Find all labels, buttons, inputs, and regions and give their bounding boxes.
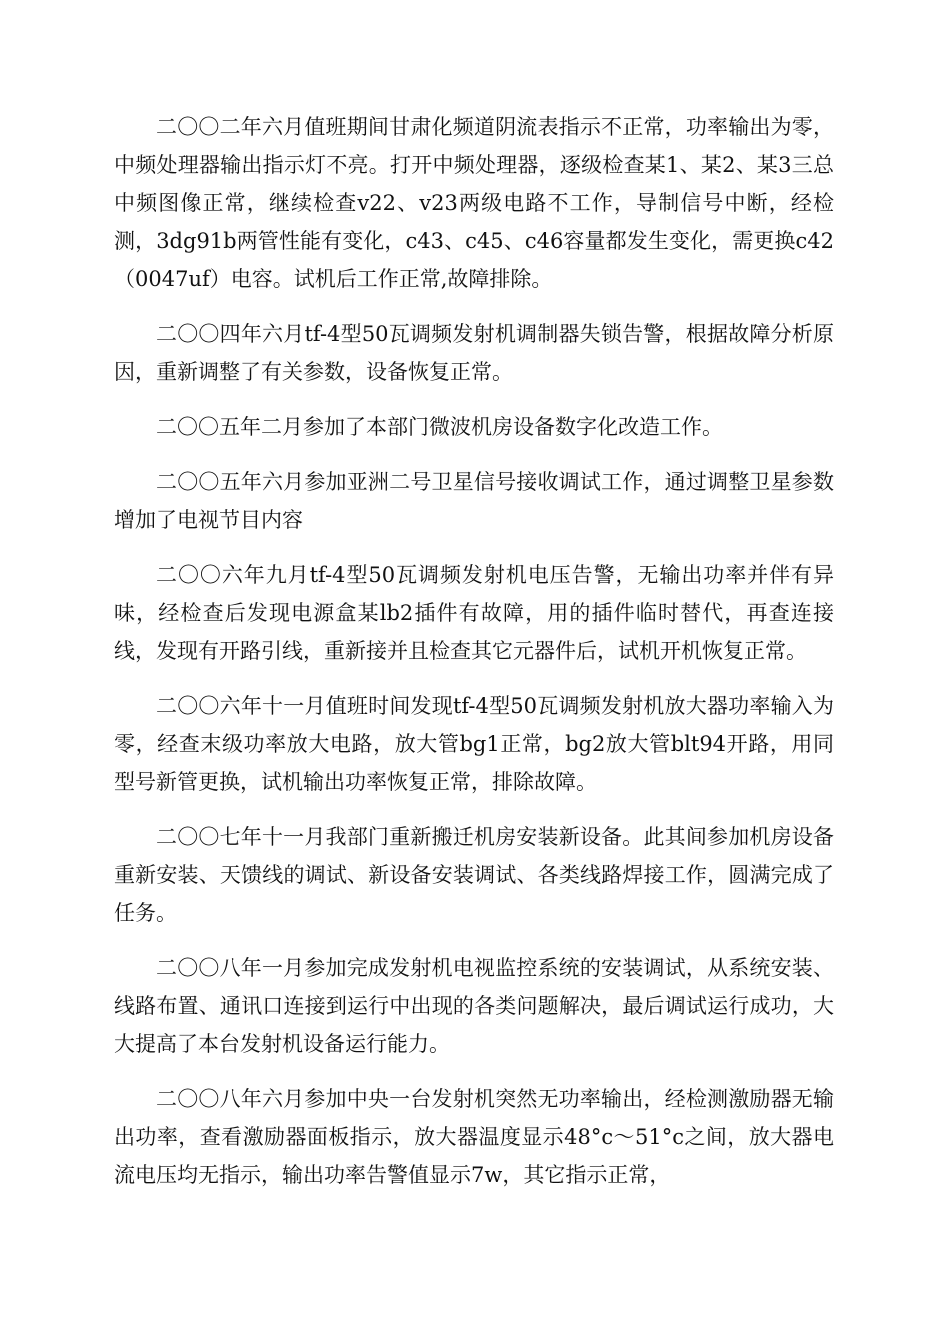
paragraph-2005-february: 二〇〇五年二月参加了本部门微波机房设备数字化改造工作。 [156, 415, 723, 439]
paragraph-2008-june: 二〇〇八年六月参加中央一台发射机突然无功率输出，经检测激励器无输出功率，查看激励器面板指示，放大器温度显示48°c～51°c之间，放大器电流电压均无指示，输出功率告警值显示7w，其它指示正常， [114, 1087, 834, 1187]
document-body [114, 108, 834, 1211]
paragraph-2004-june: 二〇〇四年六月tf-4型50瓦调频发射机调制器失锁告警，根据故障分析原因，重新调整了有关参数，设备恢复正常。 [114, 322, 834, 384]
paragraph-2008-january: 二〇〇八年一月参加完成发射机电视监控系统的安装调试，从系统安装、线路布置、通讯口连接到运行中出现的各类问题解决，最后调试运行成功，大大提高了本台发射机设备运行能力。 [114, 956, 834, 1056]
paragraph-2002-june: 二〇〇二年六月值班期间甘肃化频道阴流表指示不正常，功率输出为零，中频处理器输出指示灯不亮。打开中频处理器，逐级检查某1、某2、某3三总中频图像正常，继续检查v22、v23两级电路不工作，导制信号中断，经检测，3dg91b两管性能有变化，c43、c45、c46容量都发生变化，需更换c42（0047uf）电容。试机后工作正常,故障排除。 [114, 115, 834, 291]
paragraph-2005-june: 二〇〇五年六月参加亚洲二号卫星信号接收调试工作，通过调整卫星参数增加了电视节目内容 [114, 470, 834, 532]
paragraph-2006-september: 二〇〇六年九月tf-4型50瓦调频发射机电压告警，无输出功率并伴有异味，经检查后发现电源盒某lb2插件有故障，用的插件临时替代，再查连接线，发现有开路引线，重新接并且检查其它元器件后，试机开机恢复正常。 [114, 563, 834, 663]
paragraph-2007-november: 二〇〇七年十一月我部门重新搬迁机房安装新设备。此其间参加机房设备重新安装、天馈线的调试、新设备安装调试、各类线路焊接工作，圆满完成了任务。 [114, 825, 834, 925]
paragraph-2006-november: 二〇〇六年十一月值班时间发现tf-4型50瓦调频发射机放大器功率输入为零，经查末级功率放大电路，放大管bg1正常，bg2放大管blt94开路，用同型号新管更换，试机输出功率恢复正常，排除故障。 [114, 694, 834, 794]
